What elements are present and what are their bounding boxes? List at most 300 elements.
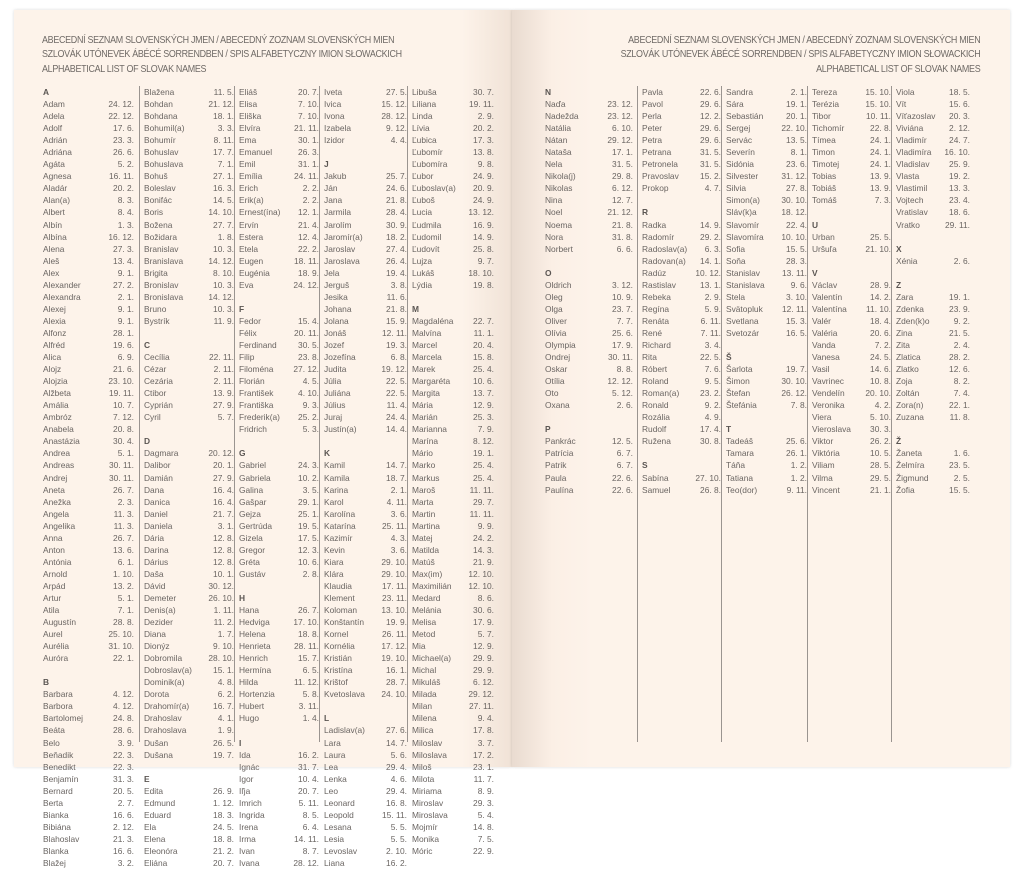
name-entry — [324, 411, 407, 423]
name-text: Antónia — [43, 556, 72, 567]
name-day-date: 11. 6. — [386, 291, 407, 302]
name-text: Milota — [412, 773, 435, 784]
name-text: Blanka — [43, 845, 69, 856]
name-entry — [239, 785, 319, 797]
name-text: Ervín — [239, 219, 259, 230]
name-text: Adrián — [43, 135, 68, 146]
name-entry — [43, 387, 134, 399]
name-text: Ľudomil — [412, 231, 442, 242]
name-text: Brigita — [144, 267, 168, 278]
name-text: Miloslava — [412, 749, 447, 760]
name-day-date: 10. 5. — [870, 448, 891, 459]
name-entry — [324, 845, 407, 857]
name-text: Tadeáš — [726, 436, 754, 447]
name-entry — [726, 243, 807, 255]
name-text: Krištof — [324, 677, 348, 688]
name-entry — [324, 484, 407, 496]
name-text: Amália — [43, 400, 69, 411]
name-day-date: 10. 2. — [298, 472, 319, 483]
name-day-date: 8. 1. — [790, 147, 807, 158]
name-text: Timotej — [812, 159, 840, 170]
name-day-date: 19. 12. — [381, 364, 407, 375]
name-text: Uršuľa — [812, 243, 837, 254]
name-entry — [43, 291, 134, 303]
name-day-date: 26. 3. — [298, 147, 319, 158]
name-text: Alžbeta — [43, 388, 71, 399]
name-text: Adela — [43, 111, 65, 122]
name-entry — [144, 568, 234, 580]
name-entry — [43, 194, 134, 206]
name-entry — [726, 134, 807, 146]
name-entry — [412, 339, 494, 351]
name-text: Lucia — [412, 207, 433, 218]
name-text: Rozália — [642, 412, 670, 423]
name-entry — [324, 761, 407, 773]
name-entry — [726, 459, 807, 471]
name-entry — [324, 628, 407, 640]
name-text: Táňa — [726, 460, 746, 471]
name-day-date: 8. 7. — [302, 845, 319, 856]
name-day-date: 12. 5. — [612, 436, 633, 447]
name-day-date: 4. 12. — [113, 689, 134, 700]
name-entry — [642, 327, 721, 339]
name-text: Bystrík — [144, 315, 170, 326]
name-entry — [412, 761, 494, 773]
name-text: Alena — [43, 243, 65, 254]
name-day-date: 8. 4. — [117, 207, 134, 218]
name-text: Oldrich — [545, 279, 572, 290]
name-day-date: 5. 7. — [477, 629, 494, 640]
name-entry — [43, 303, 134, 315]
name-text: Tereza — [812, 87, 838, 97]
name-entry — [896, 146, 970, 158]
name-day-date: 26. 11. — [382, 629, 407, 640]
name-text: Víťazoslav — [896, 111, 936, 122]
name-text: Drahoslav — [144, 713, 182, 724]
name-text: Edmund — [144, 797, 176, 808]
name-day-date: 22. 1. — [113, 653, 134, 664]
name-day-date: 16. 1. — [386, 665, 407, 676]
name-day-date: 29. 3. — [473, 797, 494, 808]
name-day-date: 13. 4. — [113, 255, 134, 266]
name-entry — [239, 459, 319, 471]
name-day-date: 1. 9. — [217, 725, 234, 736]
name-text: Michal — [412, 665, 437, 676]
name-entry — [324, 676, 407, 688]
name-day-date: 13. 6. — [113, 544, 134, 555]
name-entry — [412, 580, 494, 592]
name-day-date: 29. 4. — [386, 761, 407, 772]
name-day-date: 11. 11. — [469, 508, 494, 519]
name-day-date: 1. 12. — [213, 797, 234, 808]
name-day-date: 7. 7. — [616, 315, 633, 326]
name-text: Estera — [239, 231, 264, 242]
name-text: Klaudia — [324, 580, 352, 591]
name-entry — [144, 628, 234, 640]
name-entry — [642, 146, 721, 158]
name-entry — [896, 122, 970, 134]
name-text: Žigmund — [896, 472, 929, 483]
name-text: Zlatko — [896, 364, 919, 375]
name-text: Dávid — [144, 580, 166, 591]
name-entry — [43, 267, 134, 279]
name-text: Dalibor — [144, 460, 171, 471]
name-day-date: 15. 10. — [865, 87, 891, 97]
name-day-date: 27. 4. — [386, 243, 407, 254]
name-day-date: 12. 8. — [213, 544, 234, 555]
name-text: Belo — [43, 737, 60, 748]
name-text: Naďa — [545, 99, 566, 110]
name-day-date: 28. 11. — [294, 641, 319, 652]
name-text: Urban — [812, 231, 835, 242]
name-day-date: 22. 12. — [108, 111, 134, 122]
name-entry — [545, 194, 633, 206]
name-entry — [43, 508, 134, 520]
name-day-date: 14. 7. — [386, 737, 407, 748]
name-text: Leonard — [324, 797, 355, 808]
name-entry — [324, 580, 407, 592]
name-entry — [324, 749, 407, 761]
name-text: Danica — [144, 496, 171, 507]
name-day-date: 5. 11. — [298, 797, 319, 808]
name-entry — [412, 833, 494, 845]
name-entry — [324, 231, 407, 243]
name-entry — [239, 399, 319, 411]
name-text: Ružena — [642, 436, 671, 447]
name-day-date: 17. 12. — [381, 641, 407, 652]
name-entry — [324, 592, 407, 604]
name-column — [545, 86, 633, 496]
name-entry — [642, 484, 721, 496]
name-day-date: 30. 6. — [473, 605, 494, 616]
name-entry — [812, 363, 891, 375]
name-entry — [144, 749, 234, 761]
name-text: Marína — [412, 436, 439, 447]
name-entry — [43, 170, 134, 182]
name-entry — [812, 146, 891, 158]
name-text: Vojtech — [896, 195, 924, 206]
name-day-date: 9. 11. — [786, 484, 807, 495]
name-entry — [43, 737, 134, 749]
name-text: Albert — [43, 207, 65, 218]
name-day-date: 7. 2. — [874, 339, 891, 350]
name-text: Hana — [239, 605, 260, 616]
name-entry — [324, 724, 407, 736]
name-day-date: 22. 4. — [786, 219, 807, 230]
name-day-date: 23. 7. — [612, 303, 633, 314]
name-day-date: 10. 3. — [213, 303, 234, 314]
spacer — [239, 435, 319, 447]
name-entry — [239, 219, 319, 231]
name-day-date: 10. 7. — [113, 400, 134, 411]
name-day-date: 13. 8. — [473, 147, 494, 158]
name-entry — [412, 98, 494, 110]
name-entry — [545, 231, 633, 243]
name-day-date: 11. 1. — [473, 327, 494, 338]
name-text: Hilda — [239, 677, 259, 688]
name-day-date: 2. 4. — [953, 339, 970, 350]
name-day-date: 25. 6. — [612, 327, 633, 338]
name-day-date: 2. 2. — [302, 183, 319, 194]
name-day-date: 31. 8. — [612, 231, 633, 242]
name-text: Elisa — [239, 99, 258, 110]
name-entry — [412, 604, 494, 616]
name-day-date: 28. 3. — [786, 255, 807, 266]
name-text: Vendelín — [812, 388, 845, 399]
name-day-date: 4. 4. — [390, 135, 407, 146]
name-text: Alan(a) — [43, 195, 70, 206]
section-letter: V — [812, 267, 818, 278]
name-entry — [324, 604, 407, 616]
name-day-date: 30. 9. — [386, 219, 407, 230]
name-text: Alex — [43, 267, 60, 278]
name-day-date: 16. 8. — [386, 797, 407, 808]
name-day-date: 29. 2. — [700, 231, 721, 242]
name-day-date: 11. 2. — [213, 617, 234, 628]
name-text: Henrich — [239, 653, 268, 664]
name-day-date: 18. 1. — [213, 111, 234, 122]
name-day-date: 29. 4. — [386, 785, 407, 796]
name-entry — [896, 303, 970, 315]
name-entry — [412, 496, 494, 508]
name-entry — [642, 231, 721, 243]
name-entry — [324, 773, 407, 785]
name-text: Irena — [239, 821, 259, 832]
name-text: Ľubomír — [412, 147, 443, 158]
name-text: Viliam — [812, 460, 835, 471]
name-text: Markus — [412, 472, 440, 483]
name-text: Milica — [412, 725, 434, 736]
name-text: Rebeka — [642, 291, 671, 302]
name-text: Liliana — [412, 99, 437, 110]
section-letter: F — [239, 303, 245, 314]
name-day-date: 1. 2. — [790, 472, 807, 483]
name-day-date: 12. 2. — [700, 111, 721, 122]
name-day-date: 9. 12. — [386, 123, 407, 134]
name-text: Václav — [812, 279, 838, 290]
name-text: Radovan(a) — [642, 255, 686, 266]
section-letter: I — [239, 737, 242, 748]
name-day-date: 20. 6. — [870, 327, 891, 338]
name-text: Kornel — [324, 629, 349, 640]
name-text: Ľudmila — [412, 219, 442, 230]
name-entry — [726, 399, 807, 411]
name-text: Štefánia — [726, 400, 757, 411]
name-day-date: 22. 5. — [386, 388, 407, 399]
name-day-date: 17. 9. — [612, 339, 633, 350]
name-day-date: 24. 1. — [870, 135, 891, 146]
name-entry — [726, 484, 807, 496]
name-day-date: 2. 12. — [113, 821, 134, 832]
name-entry — [144, 291, 234, 303]
name-entry — [43, 640, 134, 652]
name-day-date: 3. 6. — [390, 544, 407, 555]
name-entry — [144, 544, 234, 556]
name-text: Auróra — [43, 653, 69, 664]
name-day-date: 12. 9. — [473, 400, 494, 411]
name-text: Marek — [412, 364, 436, 375]
name-entry — [896, 375, 970, 387]
name-day-date: 4. 7. — [704, 183, 721, 194]
name-day-date: 23. 8. — [298, 352, 319, 363]
name-entry — [324, 339, 407, 351]
name-day-date: 12. 4. — [298, 231, 319, 242]
name-day-date: 29. 12. — [607, 135, 633, 146]
name-entry — [896, 484, 970, 496]
name-entry — [412, 170, 494, 182]
name-text: Regína — [642, 303, 670, 314]
name-text: Františka — [239, 400, 274, 411]
name-day-date: 30. 11. — [109, 460, 134, 471]
name-text: Kamil — [324, 460, 345, 471]
name-day-date: 30. 11. — [109, 472, 134, 483]
name-text: Ctibor — [144, 388, 167, 399]
name-entry — [412, 363, 494, 375]
name-entry — [545, 291, 633, 303]
name-entry — [239, 833, 319, 845]
name-entry — [642, 122, 721, 134]
name-entry — [43, 724, 134, 736]
name-day-date: 13. 9. — [870, 183, 891, 194]
name-text: Zina — [896, 327, 913, 338]
name-entry — [43, 146, 134, 158]
name-entry — [412, 676, 494, 688]
name-text: Ivana — [239, 858, 260, 868]
name-day-date: 19. 5. — [298, 520, 319, 531]
name-entry — [144, 857, 234, 869]
name-entry — [43, 532, 134, 544]
name-text: Gabriela — [239, 472, 271, 483]
name-entry — [144, 98, 234, 110]
name-day-date: 17. 1. — [612, 147, 633, 158]
name-day-date: 26. 6. — [113, 147, 134, 158]
name-entry — [726, 255, 807, 267]
name-entry — [144, 833, 234, 845]
name-entry — [144, 664, 234, 676]
name-text: Božena — [144, 219, 173, 230]
name-text: Leopold — [324, 809, 354, 820]
name-day-date: 25. 1. — [298, 508, 319, 519]
name-entry — [239, 640, 319, 652]
name-text: Denis(a) — [144, 605, 176, 616]
name-entry — [642, 315, 721, 327]
name-day-date: 26. 4. — [386, 255, 407, 266]
name-text: Dária — [144, 532, 165, 543]
spacer — [896, 423, 970, 435]
name-entry — [726, 363, 807, 375]
name-entry — [545, 182, 633, 194]
name-text: Margaréta — [412, 376, 451, 387]
name-day-date: 4. 3. — [390, 532, 407, 543]
name-day-date: 9. 9. — [477, 520, 494, 531]
name-entry — [545, 459, 633, 471]
name-entry — [144, 387, 234, 399]
name-entry — [896, 399, 970, 411]
name-entry — [324, 86, 407, 98]
name-day-date: 1. 7. — [217, 629, 234, 640]
name-column — [43, 86, 134, 869]
name-text: Jozef — [324, 339, 345, 350]
name-text: Izidor — [324, 135, 345, 146]
name-text: Henrieta — [239, 641, 271, 652]
name-entry — [239, 857, 319, 869]
name-day-date: 5. 3. — [302, 424, 319, 435]
name-day-date: 9. 1. — [117, 303, 134, 314]
name-text: Karina — [324, 484, 349, 495]
name-day-date: 10. 11. — [866, 111, 891, 122]
name-day-date: 15. 9. — [386, 315, 407, 326]
name-entry — [412, 628, 494, 640]
name-day-date: 24. 8. — [113, 713, 134, 724]
name-entry — [812, 447, 891, 459]
name-entry — [144, 592, 234, 604]
name-text: Jarmila — [324, 207, 351, 218]
name-text: Žaneta — [896, 448, 923, 459]
name-entry — [812, 411, 891, 423]
name-entry — [412, 724, 494, 736]
name-text: Beňadik — [43, 749, 74, 760]
name-text: Emanuel — [239, 147, 273, 158]
name-day-date: 17. 10. — [293, 617, 319, 628]
name-entry — [43, 134, 134, 146]
name-text: Radomír — [642, 231, 675, 242]
name-entry — [239, 375, 319, 387]
name-text: Elvíra — [239, 123, 261, 134]
name-entry — [412, 158, 494, 170]
name-entry — [545, 219, 633, 231]
name-text: Miloslav — [412, 737, 443, 748]
name-day-date: 26. 10. — [208, 592, 234, 603]
name-entry — [144, 110, 234, 122]
name-day-date: 20. 2. — [473, 123, 494, 134]
name-day-date: 28. 7. — [386, 677, 407, 688]
name-day-date: 20. 7. — [298, 785, 319, 796]
name-text: Etela — [239, 243, 259, 254]
name-text: Tomáš — [812, 195, 837, 206]
name-text: Mário — [412, 448, 433, 459]
name-day-date: 24. 5. — [213, 821, 234, 832]
name-day-date: 9. 3. — [302, 400, 319, 411]
name-day-date: 14. 1. — [700, 255, 721, 266]
name-text: Ambróz — [43, 412, 72, 423]
name-day-date: 20. 8. — [113, 424, 134, 435]
name-day-date: 27. 9. — [213, 472, 234, 483]
name-text: Hedviga — [239, 617, 270, 628]
name-entry — [812, 243, 891, 255]
name-text: Svetozár — [726, 327, 760, 338]
name-text: Milan — [412, 701, 433, 712]
name-text: Angelika — [43, 520, 76, 531]
name-day-date: 2. 9. — [704, 291, 721, 302]
section-letter: E — [144, 773, 150, 784]
name-day-date: 11. 11. — [469, 484, 494, 495]
name-text: Servác — [726, 135, 753, 146]
name-entry — [324, 652, 407, 664]
name-entry — [324, 520, 407, 532]
name-text: Margita — [412, 388, 440, 399]
name-day-date: 21. 10. — [865, 243, 891, 254]
name-text: Zora(n) — [896, 400, 924, 411]
name-entry — [239, 122, 319, 134]
name-day-date: 15. 12. — [381, 99, 407, 110]
name-day-date: 21. 4. — [298, 219, 319, 230]
name-entry — [324, 399, 407, 411]
name-entry — [412, 737, 494, 749]
name-entry — [43, 484, 134, 496]
name-entry — [726, 98, 807, 110]
spacer — [239, 291, 319, 303]
name-entry — [412, 592, 494, 604]
